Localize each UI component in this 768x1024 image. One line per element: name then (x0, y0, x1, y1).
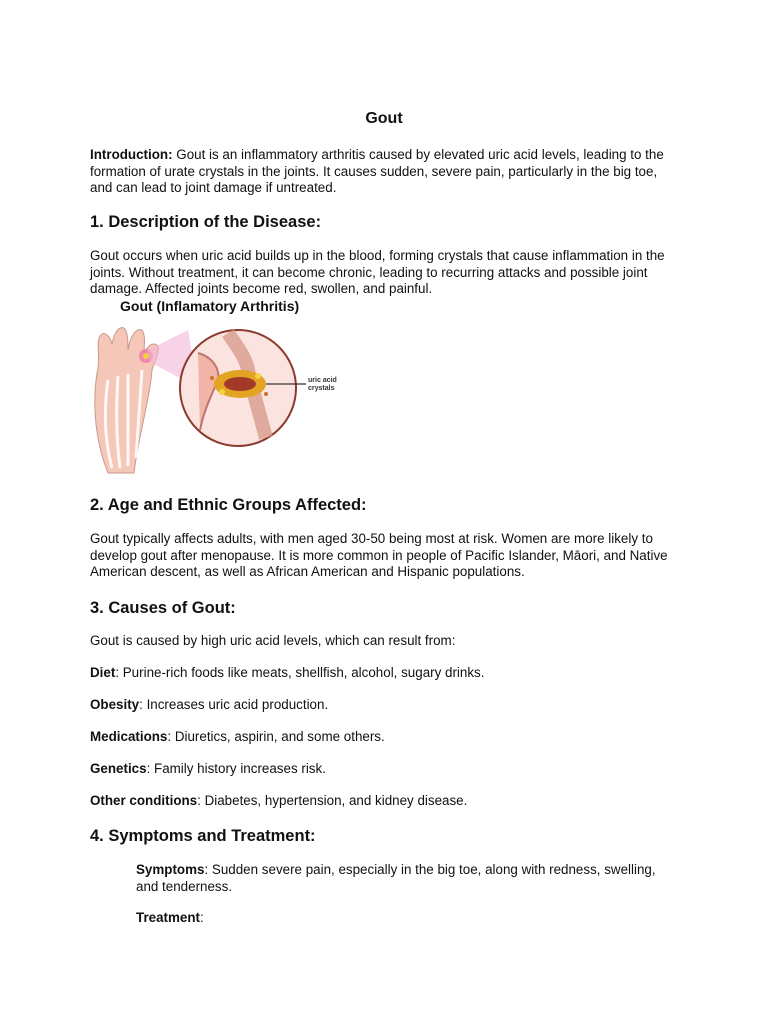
symptoms-text: : Sudden severe pain, especially in the big toe, along with redness, swelling, and tenderness. (136, 862, 656, 894)
foot-joint-diagram (88, 298, 340, 480)
cause-text: : Family history increases risk. (146, 761, 326, 776)
symptoms-paragraph (136, 862, 681, 895)
cause-item (90, 697, 328, 712)
figure-title: Gout (Inflamatory Arthritis) (120, 298, 300, 314)
cause-text: : Increases uric acid production. (139, 697, 329, 712)
cause-item (90, 793, 467, 808)
intro-label: Introduction: (90, 147, 173, 162)
treatment-paragraph (136, 910, 204, 925)
cause-item (90, 729, 385, 744)
page-title: Gout (365, 110, 403, 127)
symptoms-label: Symptoms (136, 862, 205, 877)
cause-label: Diet (90, 665, 116, 680)
section4-heading: 4. Symptoms and Treatment: (90, 827, 316, 845)
cause-label: Obesity (90, 697, 140, 712)
cause-item (90, 665, 484, 680)
intro-text: Gout is an inflammatory arthritis caused by elevated uric acid levels, leading to the formation of urate crystals in the joints. It causes sudden, severe pain, particularly in the big toe, and can lead to joint damage if untreated. (90, 147, 664, 195)
cause-text: : Diabetes, hypertension, and kidney disease. (197, 793, 468, 808)
treatment-text: : (200, 910, 204, 925)
cause-label: Other conditions (90, 793, 198, 808)
cause-label: Medications (90, 729, 168, 744)
cause-text: : Diuretics, aspirin, and some others. (167, 729, 385, 744)
section1-paragraph: Gout occurs when uric acid builds up in the blood, forming crystals that cause inflammation in the joints. Without treatment, it can become chronic, leading to recurring attacks and possible joint damage. Affected joints become red, swollen, and painful. (90, 248, 665, 296)
treatment-label: Treatment (136, 910, 200, 925)
section1-heading: 1. Description of the Disease: (90, 213, 322, 231)
cause-item (90, 761, 326, 776)
section2-paragraph: Gout typically affects adults, with men aged 30-50 being most at risk. Women are more likely to develop gout after menopause. It is more common in people of Pacific Islander, Māori, and Native American descent, as well as African American and Hispanic populations. (90, 531, 668, 579)
joint-zoom-icon (180, 330, 306, 446)
cause-label: Genetics (90, 761, 147, 776)
gout-illustration (88, 298, 340, 480)
uric-acid-label-2: crystals (308, 385, 335, 392)
cause-text: : Purine-rich foods like meats, shellfish, alcohol, sugary drinks. (115, 665, 485, 680)
section3-heading: 3. Causes of Gout: (90, 599, 236, 617)
foot-bones-icon (95, 328, 159, 473)
uric-acid-label-1: uric acid (308, 377, 337, 384)
section2-heading: 2. Age and Ethnic Groups Affected: (90, 496, 367, 514)
section3-intro: Gout is caused by high uric acid levels, which can result from: (90, 633, 456, 648)
intro-paragraph (90, 147, 680, 197)
